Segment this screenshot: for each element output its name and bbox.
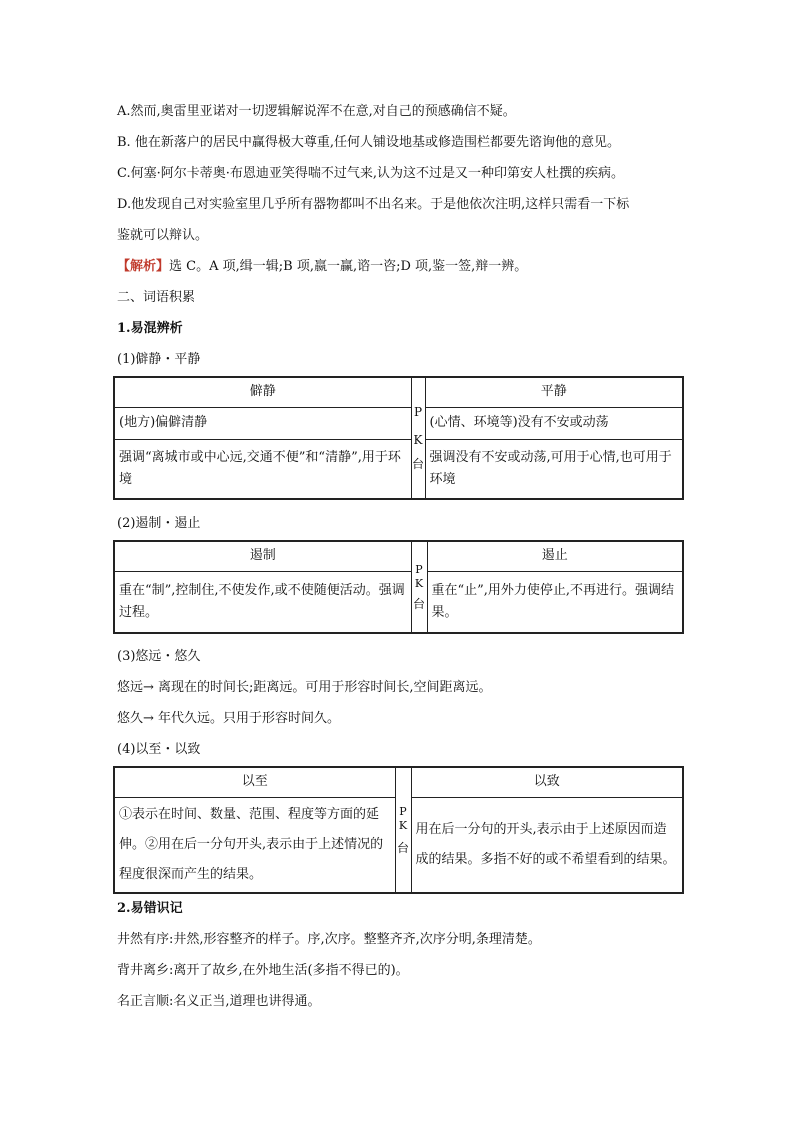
pk-label: PK 台 xyxy=(411,541,427,633)
idiom-entry: 背井离乡:离开了故乡,在外地生活(多指不得已的)。 xyxy=(117,963,409,978)
subsection-title-errors: 2.易错识记 xyxy=(117,901,183,916)
pair-label: (4)以至・以致 xyxy=(117,742,201,757)
table-cell: ①表示在时间、数量、范围、程度等方面的延伸。②用在后一分句开头,表示由于上述情况的程度很深而产生的结果。 xyxy=(114,797,395,893)
table-cell: (地方)偏僻清静 xyxy=(114,407,411,439)
table-head-left: 以至 xyxy=(114,767,395,797)
table-cell: 强调“离城市或中心远,交通不便”和“清静”,用于环境 xyxy=(114,439,411,499)
pair-label: (3)悠远・悠久 xyxy=(117,649,201,664)
analysis-text: 选 C。A 项,缉一辑;B 项,嬴一赢,谘一咨;D 项,鉴一签,辩一辨。 xyxy=(169,259,528,274)
idiom-entry: 名正言顺:名义正当,道理也讲得通。 xyxy=(117,994,321,1009)
section-title: 二、词语积累 xyxy=(117,290,196,305)
table-head-right: 遏止 xyxy=(427,541,683,571)
analysis-tag: 【解析】 xyxy=(117,259,170,274)
analysis xyxy=(117,258,527,276)
table-cell: 强调没有不安或动荡,可用于心情,也可用于环境 xyxy=(425,439,683,499)
subsection-title-confusable: 1.易混辨析 xyxy=(117,321,183,336)
comparison-table xyxy=(113,376,684,500)
comparison-table xyxy=(113,540,684,634)
pk-label: P K 台 xyxy=(411,377,425,499)
option-d-line2: 鉴就可以辩认。 xyxy=(117,228,209,243)
table-cell: 重在“制”,控制住,不使发作,或不使随便活动。强调过程。 xyxy=(114,571,411,633)
option-d-line1: D.他发现自己对实验室里几乎所有器物都叫不出名来。于是他依次注明,这样只需看一下标 xyxy=(117,197,630,212)
table-head-right: 平静 xyxy=(425,377,683,407)
idiom-entry: 井然有序:井然,形容整齐的样子。序,次序。整整齐齐,次序分明,条理清楚。 xyxy=(117,932,541,947)
table-cell: 用在后一分句的开头,表示由于上述原因而造成的结果。多指不好的或不希望看到的结果。 xyxy=(411,797,683,893)
option-b: B. 他在新落户的居民中赢得极大尊重,任何人铺设地基或修造围栏都要先谘询他的意见。 xyxy=(117,135,620,150)
table-cell: 重在“止”,用外力使停止,不再进行。强调结果。 xyxy=(427,571,683,633)
pk-label: PK 台 xyxy=(395,767,411,893)
table-cell: (心情、环境等)没有不安或动荡 xyxy=(425,407,683,439)
option-a: A.然而,奥雷里亚诺对一切逻辑解说浑不在意,对自己的预感确信不疑。 xyxy=(117,104,516,119)
option-c: C.何塞·阿尔卡蒂奥·布恩迪亚笑得喘不过气来,认为这不过是又一种印第安人杜撰的疾病。 xyxy=(117,166,625,181)
definition-line: 悠久→ 年代久远。只用于形容时间久。 xyxy=(117,711,341,726)
pair-label: (1)僻静・平静 xyxy=(117,352,201,367)
table-head-left: 遏制 xyxy=(114,541,411,571)
table-head-left: 僻静 xyxy=(114,377,411,407)
table-head-right: 以致 xyxy=(411,767,683,797)
comparison-table xyxy=(113,766,684,894)
definition-line: 悠远→ 离现在的时间长;距离远。可用于形容时间长,空间距离远。 xyxy=(117,680,492,695)
pair-label: (2)遏制・遏止 xyxy=(117,516,201,531)
